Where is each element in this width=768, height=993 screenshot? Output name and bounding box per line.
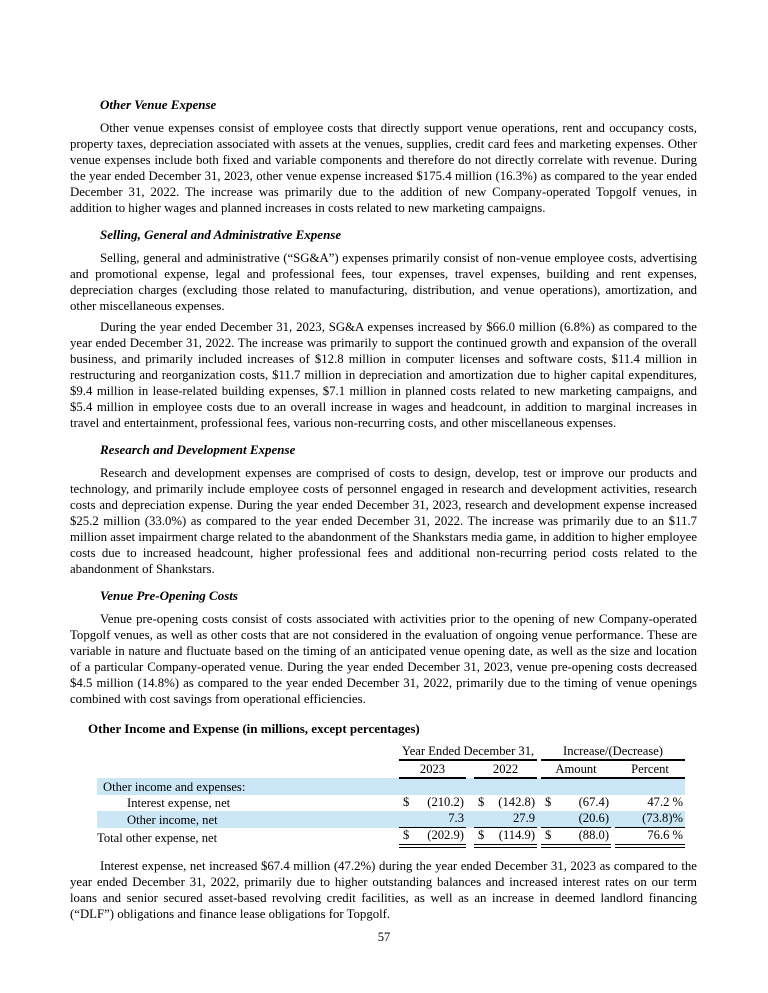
heading-venue-preopening: Venue Pre-Opening Costs [100,588,238,603]
value-percent: (73.8)% [642,811,684,825]
currency-symbol: $ [403,795,410,809]
value-percent: 47.2 % [647,795,684,809]
currency-symbol: $ [403,828,410,842]
table-row [97,795,685,811]
table-row-total [97,828,685,847]
currency-symbol: $ [478,795,485,809]
value-2023: (210.2) [427,795,464,809]
value-amount: (20.6) [578,811,610,825]
group-header-year-ended: Year Ended December 31, [399,743,537,760]
row-label: Other income, net [97,811,399,828]
value-amount: (88.0) [578,828,610,842]
paragraph-research-development: Research and development expenses are comprised of costs to design, develop, test or improve our products and technology, and primarily include employee costs of personnel engaged in research and development activities, research costs and depreciation expense. During the year ended December 31, 2023, research and development expense increased $25.2 million (33.0%) as compared to the year ended December 31, 2022. The increase was primarily due to an $11.7 million asset impairment charge related to the abandonment of the Shankstars media game, in addition to higher employee costs due to increased headcount, higher professional fees and additional non-recurring period costs related to the abandonment of Shankstars. [70,466,697,576]
column-header-2023: 2023 [399,760,466,778]
spacer-cell [97,760,399,778]
currency-symbol: $ [478,828,485,842]
value-amount: (67.4) [578,795,610,809]
value-2022: (142.8) [498,795,536,809]
table-row [97,811,685,828]
paragraph-interest-expense: Interest expense, net increased $67.4 million (47.2%) during the year ended December 31, 2023 as compared to the year ended December 31, 2022, primarily due to higher outstanding balances and increased interest rates on our term loans and senior secured asset-based revolving credit facilities, as well as an increase in deemed landlord financing (“DLF”) obligations and finance lease obligations for Topgolf. [70,859,697,921]
currency-symbol: $ [545,828,552,842]
paragraph-other-venue-expense: Other venue expenses consist of employee costs that directly support venue operations, rent and occupancy costs, property taxes, depreciation associated with assets at the venues, supplies, credit card fees and marketing expenses. Other venue expenses include both fixed and variable components and therefore do not directly correlate with revenue. During the year ended December 31, 2023, other venue expense increased $175.4 million (16.3%) as compared to the year ended December 31, 2022. The increase was primarily due to the addition of new Company-operated Topgolf venues, in addition to higher wages and planned increases in costs related to new marketing campaigns. [70,121,697,215]
column-header-2022: 2022 [474,760,537,778]
value-2022: 27.9 [512,811,536,825]
spacer-cell [466,760,474,778]
other-income-expense-table [97,743,685,848]
spacer-cell [97,743,399,760]
column-header-amount: Amount [541,760,611,778]
paragraph-venue-preopening: Venue pre-opening costs consist of costs associated with activities prior to the opening of new Company-operated Topgolf venues, as well as other costs that are not considered in the evaluation of ongoing venue performance. These are variable in nature and fluctuate based on the timing of an anticipated venue opening date, as well as the size and location of a particular Company-operated venue. During the year ended December 31, 2023, venue pre-opening costs decreased $4.5 million (14.8%) as compared to the year ended December 31, 2022, primarily due to the timing of venue openings combined with cost savings from operational efficiencies. [70,612,697,706]
row-label: Interest expense, net [127,796,231,810]
value-percent: 76.6 % [647,828,684,842]
row-label: Total other expense, net [97,831,218,845]
value-2022: (114.9) [498,828,536,842]
page-number: 57 [377,930,391,944]
value-2023: 7.3 [448,811,464,825]
heading-sga-expense: Selling, General and Administrative Expense [100,227,342,242]
paragraph-sga-2: During the year ended December 31, 2023, SG&A expenses increased by $66.0 million (6.8%) as compared to the year ended December 31, 2022. The increase was primarily to support the continued growth and expansion of the overall business, and primarily included increases of $12.8 million in computer licenses and software costs, $11.4 million in restructuring and reorganization costs, $11.7 million in depreciation and amortization due to higher capital expenditures, $9.4 million in lease-related building expenses, $7.1 million in planned costs related to new marketing campaigns, and $5.4 million in employee costs due to an overall increase in wages and headcount, in addition to marginal increases in travel and entertainment, professional fees, various non-recurring costs, and other miscellaneous expenses. [70,320,697,430]
currency-symbol: $ [545,795,552,809]
heading-other-venue-expense: Other Venue Expense [100,97,217,112]
group-header-increase-decrease: Increase/(Decrease) [541,743,685,760]
table-group-header-row [97,743,685,760]
table-column-header-row [97,760,685,778]
heading-research-development: Research and Development Expense [100,442,296,457]
row-label: Other income and expenses: [97,778,399,795]
table-row [97,778,685,795]
value-2023: (202.9) [427,828,464,842]
column-header-percent: Percent [615,760,685,778]
paragraph-sga-1: Selling, general and administrative (“SG&A”) expenses primarily consist of non-venue employee costs, advertising and promotional expense, legal and professional fees, tour expenses, travel expenses, building and rent expenses, depreciation charges (excluding those related to manufacturing, distribution, and venue operations), amortization, and other miscellaneous expenses. [70,251,697,313]
heading-other-income-expense: Other Income and Expense (in millions, except percentages) [88,721,420,736]
